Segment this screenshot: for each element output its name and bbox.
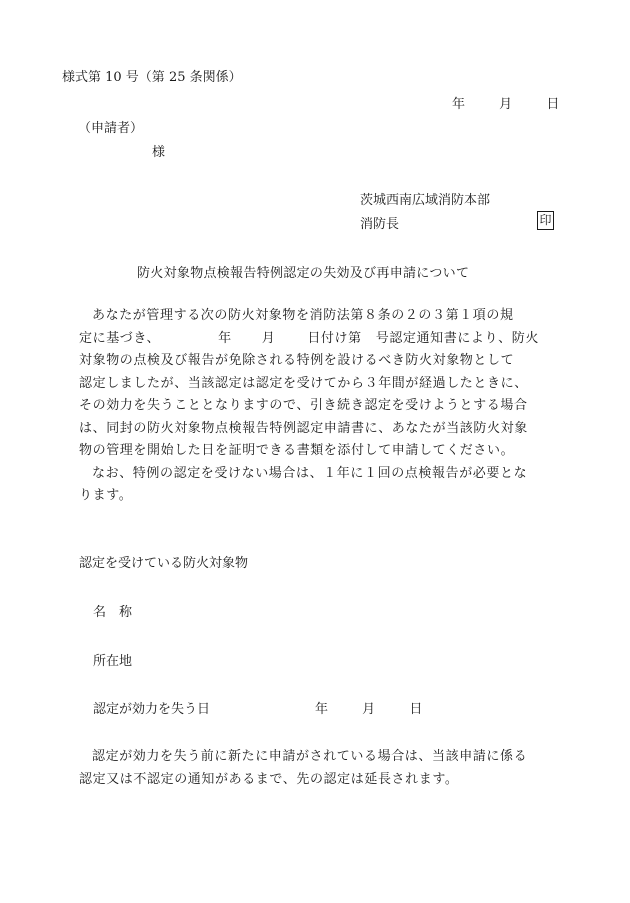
body-line: 対象物の点検及び報告が免除される特例を設けるべき防火対象物として	[79, 353, 515, 368]
body-date-year: 年	[218, 330, 232, 346]
body-line	[79, 328, 579, 351]
body-line: ります。	[79, 488, 133, 503]
expiry-date-day: 日	[409, 702, 423, 717]
body-line: なお、特例の認定を受けない場合は、１年に１回の点検報告が必要とな	[92, 465, 528, 481]
object-location-label: 所在地	[93, 654, 133, 669]
applicant-label: （申請者）	[78, 121, 144, 136]
issue-date-day: 日	[546, 97, 560, 112]
body-line: 認定しましたが、当該認定は認定を受けてから３年間が経過したときに、	[79, 375, 528, 391]
issue-date-year: 年	[452, 97, 466, 112]
footer-line: 認定が効力を失う前に新たに申請がされている場合は、当該申請に係る	[92, 749, 528, 764]
footer-line: 認定又は不認定の通知があるまで、先の認定は延長されます。	[79, 771, 459, 787]
expiry-date-year: 年	[315, 702, 329, 717]
form-number: 様式第 10 号（第 25 条関係）	[62, 70, 242, 85]
document-title: 防火対象物点検報告特例認定の失効及び再申請について	[137, 266, 470, 281]
seal-mark: 印	[537, 211, 554, 230]
body-line: あなたが管理する次の防火対象物を消防法第８条の２の３第１項の規	[92, 308, 514, 323]
body-line: その効力を失うこととなりますので、引き続き認定を受けようとする場合	[79, 398, 528, 413]
issue-date	[452, 93, 559, 112]
issuer-org: 茨城西南広域消防本部	[360, 193, 491, 208]
expiry-date	[315, 698, 422, 717]
issue-date-month: 月	[499, 97, 513, 112]
object-name-label: 名 称	[93, 605, 133, 620]
footer-note	[79, 746, 579, 791]
body-text: 号認定通知書により、防火	[375, 330, 539, 346]
section-heading: 認定を受けている防火対象物	[79, 556, 249, 571]
body-paragraph	[79, 305, 579, 508]
expiry-date-month: 月	[362, 702, 376, 717]
issuer-title: 消防長	[360, 217, 400, 232]
body-text: 定に基づき、	[79, 330, 161, 346]
applicant-honorific: 様	[152, 145, 166, 160]
body-date-month: 月	[261, 330, 276, 346]
body-line: は、同封の防火対象物点検報告特例認定申請書に、あなたが当該防火対象	[79, 420, 528, 436]
body-line: 物の管理を開始した日を証明できる書類を添付して申請してください。	[79, 443, 515, 458]
body-text: 日付け第	[307, 330, 362, 346]
expiry-label: 認定が効力を失う日	[93, 702, 211, 717]
issuer-seal	[537, 211, 554, 230]
